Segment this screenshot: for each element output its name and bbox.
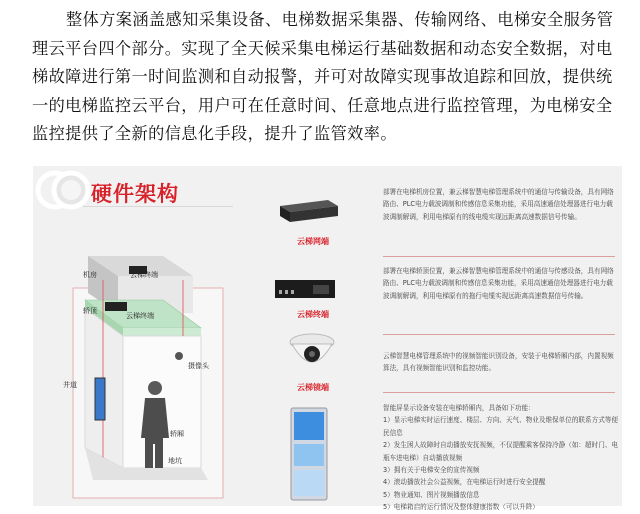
feature-item: 3）拥有关于电梯安全的宣传视频 <box>383 466 480 475</box>
intro-paragraph: 整体方案涵盖感知采集设备、电梯数据采集器、传输网络、电梯安全服务管理云平台四个部分。实现了全天候采集电梯运行基础数据和动态安全数据，对电梯故障进行第一时间监测和自动报警，并可对故障实现事故追踪和回放，提供统一的电梯监控云平台，用户可在任意时间、任意地点进行监控管理，为电梯安全监控提供了全新的信息化手段，提升了监管效率。 <box>32 10 614 144</box>
label-car-top: 轿顶 <box>83 307 97 315</box>
dome-camera-icon <box>287 328 337 372</box>
feature-item: 4）滚动播放社会公益视频，在电梯运行时进行安全提醒 <box>383 478 546 487</box>
device-name-2: 云梯终端 <box>297 310 329 319</box>
device-description-2: 部署在电梯轿顶位置，兼云梯智慧电梯管理系统中的通信与传感设备，具有网络路由、PLC电力载波调制和传感信息采集功能，采用高速通信处理器进行电力载波调制解调，利用电梯原有的拖行电缆实现远距离高速数据信号传输。 <box>383 267 614 300</box>
display-screen-icon <box>289 406 329 502</box>
label-shaft: 井道 <box>63 381 77 389</box>
feature-item: 1）显示电梯实时运行速度、楼层、方向、天气、物业及维保单位的联系方式等便民信息 <box>383 416 618 437</box>
divider-1 <box>383 256 615 257</box>
device-description-4 <box>383 402 618 514</box>
label-car: 轿厢 <box>170 430 184 438</box>
label-cloud-terminal: 云梯终端 <box>130 271 158 279</box>
hardware-title: 硬件架构 <box>91 182 179 206</box>
divider-2 <box>383 334 615 335</box>
elevator-diagram <box>33 218 268 506</box>
label-car-terminal: 云梯终端 <box>126 312 154 320</box>
feature-item: 5）物业通知、图片视频播放信息 <box>383 490 480 499</box>
device-name-1: 云梯网端 <box>297 237 329 246</box>
network-box-icon <box>276 196 342 226</box>
device-description-1: 部署在电梯机房位置，兼云梯智慧电梯管理系统中的通信与传输设备，具有网络路由、PLC电力载波调制和传感信息采集功能，采用高速通信处理器进行电力载波调制解调，利用电梯原有的线电缆实现远距离高速数据信号传输。 <box>383 188 614 221</box>
device-description-3: 云梯智慧电梯管理系统中的视频智能识别设备，安装于电梯轿厢内部，内置视频算法，具有视频智能识别和监控功能。 <box>383 352 614 373</box>
display-intro: 智能屏显示设备安装在电梯轿厢内，具备如下功能： <box>383 404 535 412</box>
feature-item: 2）发生困人故障时自动播放安抚视频，不仅提醒乘客保持冷静（如：超时门、电瓶车进电梯）自动播放视频 <box>383 441 618 462</box>
label-machine-room: 机房 <box>83 271 97 279</box>
terminal-box-icon <box>273 276 339 302</box>
title-divider <box>83 206 233 207</box>
label-pit: 地坑 <box>168 457 182 465</box>
divider-3 <box>383 392 615 393</box>
feature-item: 5）电梯箱启的运行情况及整体健康指数（可以升降） <box>383 503 539 512</box>
device-name-3: 云梯镜端 <box>297 383 329 392</box>
hardware-architecture-panel <box>33 166 622 512</box>
label-camera: 摄像头 <box>188 362 209 370</box>
